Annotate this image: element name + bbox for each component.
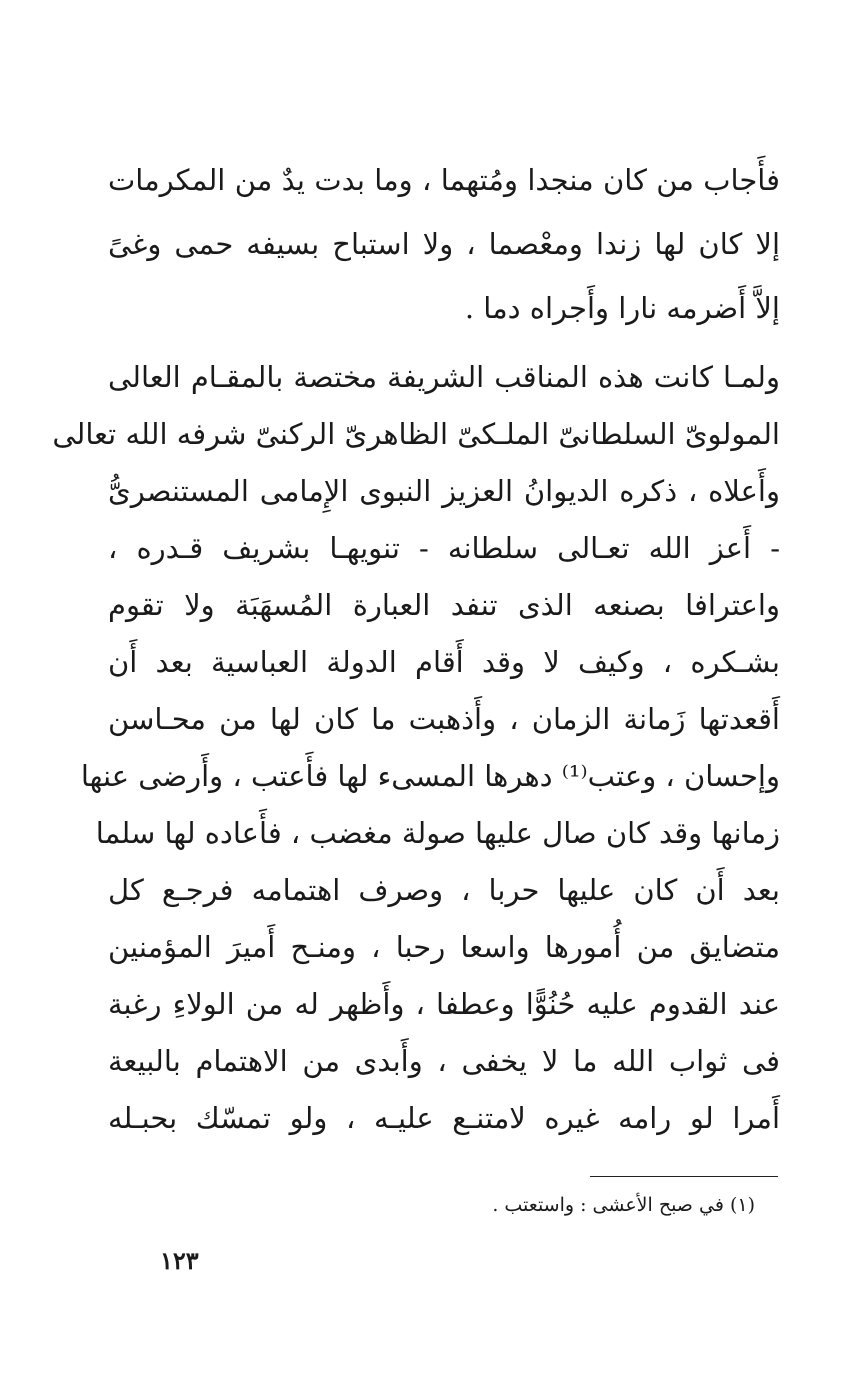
footnote: (١) في صبح الأعشى : واستعتب . bbox=[492, 1194, 755, 1216]
text-line: إلا كان لها زندا ومعْصما ، ولا استباح بسيفه حمى وغىً bbox=[108, 227, 780, 261]
text-line: وأَعلاه ، ذكره الديوانُ العزيز النبوى الإِمامى المستنصرىُّ bbox=[108, 474, 780, 508]
text-line: فأَجاب من كان منجدا ومُتهما ، وما بدت يدٌ من المكرمات bbox=[108, 163, 780, 197]
text-line: بعد أَن كان عليها حربا ، وصرف اهتمامه فرجـع كل bbox=[108, 873, 780, 907]
text-line: ولمـا كانت هذه المناقب الشريفة مختصة بالمقـام العالى bbox=[108, 360, 780, 394]
text-line: أَمرا لو رامه غيره لامتنـع عليـه ، ولو تمسّك بحبـله bbox=[108, 1101, 780, 1135]
text-line: بشـكره ، وكيف لا وقد أَقام الدولة العباسية بعد أَن bbox=[108, 645, 780, 679]
text-line: واعترافا بصنعه الذى تنفد العبارة المُسهَبَة ولا تقوم bbox=[108, 588, 780, 622]
text-line: متضايق من أُمورها واسعا رحبا ، ومنـح أَميرَ المؤمنين bbox=[108, 930, 780, 964]
text-line: وإحسان ، وعتب⁽¹⁾ دهرها المسىء لها فأَعتب ، وأَرضى عنها bbox=[80, 759, 780, 793]
text-line: فى ثواب الله ما لا يخفى ، وأَبدى من الاهتمام بالبيعة bbox=[108, 1044, 780, 1078]
text-line: زمانها وقد كان صال عليها صولة مغضب ، فأَعاده لها سلما bbox=[95, 816, 780, 850]
footnote-divider bbox=[590, 1176, 778, 1177]
text-line: عند القدوم عليه حُنُوًّا وعطفا ، وأَظهر له من الولاءِ رغبة bbox=[108, 987, 780, 1021]
text-line: إلاَّ أَضرمه نارا وأَجراه دما . bbox=[464, 291, 780, 325]
text-line: - أَعز الله تعـالى سلطانه - تنويهـا بشريف قـدره ، bbox=[108, 531, 780, 565]
text-line: أَقعدتها زَمانة الزمان ، وأَذهبت ما كان لها من محـاسن bbox=[108, 702, 780, 736]
page-number: ١٢٣ bbox=[160, 1246, 199, 1275]
text-line: المولوىّ السلطانىّ الملـكىّ الظاهرىّ الركنىّ شرفه الله تعالى bbox=[52, 417, 780, 451]
